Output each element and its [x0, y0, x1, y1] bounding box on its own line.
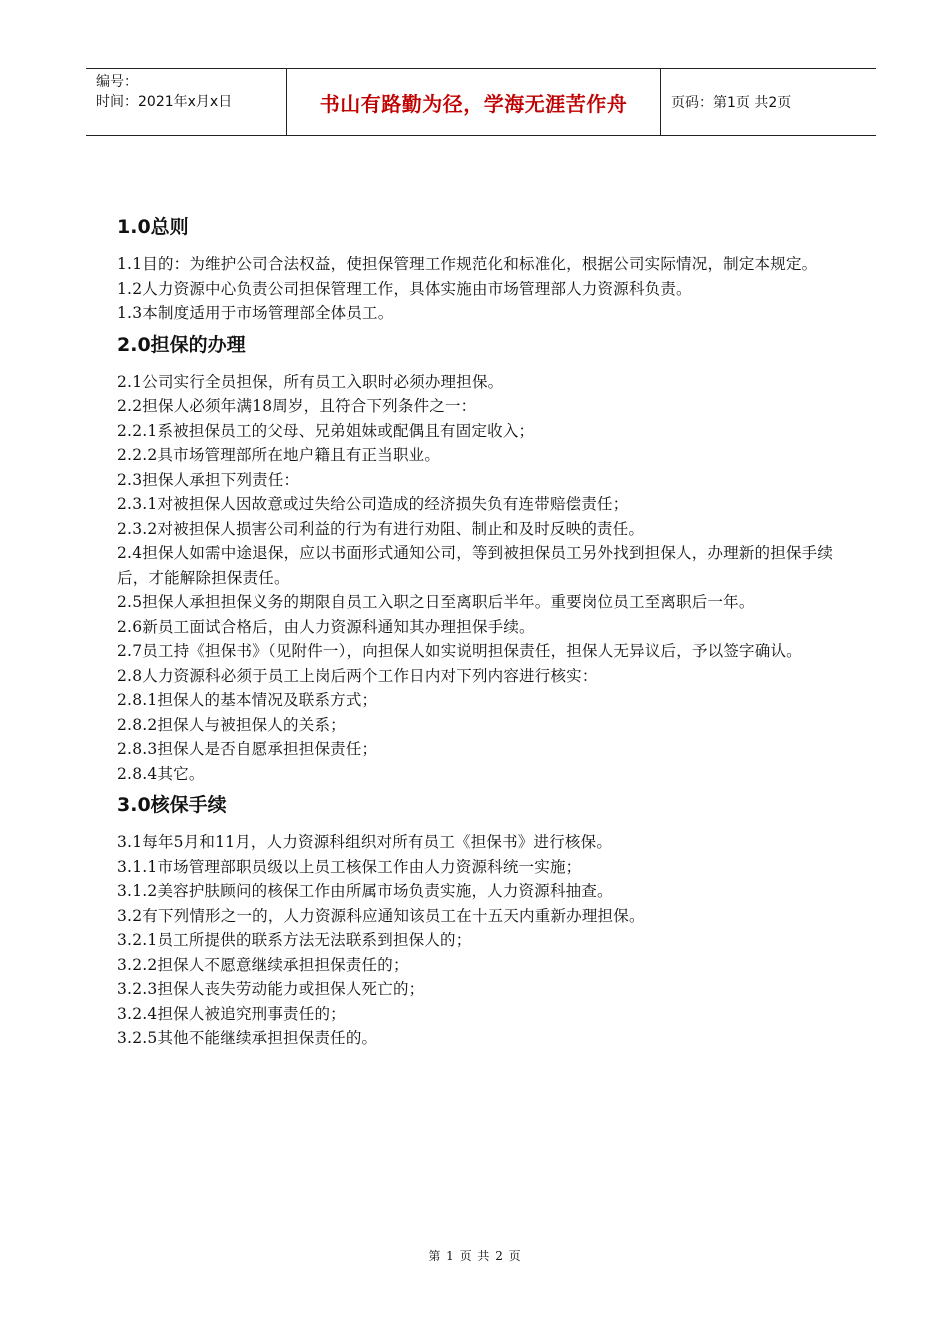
- document-time-label: 时间：2021年x月x日: [96, 94, 233, 110]
- paragraph: 3.1.1市场管理部职员级以上员工核保工作由人力资源科统一实施；: [117, 857, 582, 876]
- paragraph: 2.8人力资源科必须于员工上岗后两个工作日内对下列内容进行核实：: [117, 666, 598, 685]
- section-guarantee-handling: [117, 332, 842, 787]
- paragraph: 2.2担保人必须年满18周岁，且符合下列条件之一：: [117, 397, 477, 415]
- section-title: 2.0担保的办理: [117, 333, 246, 356]
- header-meta-cell: [86, 69, 287, 135]
- document-number-label: 编号：: [96, 74, 138, 90]
- paragraph: 2.2.1系被担保员工的父母、兄弟姐妹或配偶且有固定收入；: [117, 421, 535, 440]
- header-motto: 书山有路勤为径，学海无涯苦作舟: [287, 69, 661, 135]
- paragraph: 3.2.2担保人不愿意继续承担担保责任的；: [117, 955, 409, 974]
- paragraph: 3.2.3担保人丧失劳动能力或担保人死亡的；: [117, 980, 425, 998]
- section-general: [117, 214, 842, 326]
- paragraph: 2.5担保人承担担保义务的期限自员工入职之日至离职后半年。重要岗位员工至离职后一年。: [117, 593, 755, 611]
- paragraph: 2.6新员工面试合格后，由人力资源科通知其办理担保手续。: [117, 617, 535, 636]
- paragraph: 2.1公司实行全员担保，所有员工入职时必须办理担保。: [117, 372, 504, 391]
- paragraph: 2.8.1担保人的基本情况及联系方式；: [117, 691, 378, 709]
- paragraph: 3.1每年5月和11月，人力资源科组织对所有员工《担保书》进行核保。: [117, 833, 613, 851]
- header-page-info: 页码：第1页 共2页: [671, 95, 792, 111]
- paragraph: 3.2.1员工所提供的联系方法无法联系到担保人的；: [117, 931, 472, 949]
- paragraph: 2.8.2担保人与被担保人的关系；: [117, 715, 346, 734]
- paragraph: 3.2.4担保人被追究刑事责任的；: [117, 1004, 346, 1023]
- paragraph: 2.2.2具市场管理部所在地户籍且有正当职业。: [117, 446, 441, 464]
- paragraph: 2.3.1对被担保人因故意或过失给公司造成的经济损失负有连带赔偿责任；: [117, 495, 629, 513]
- paragraph: 3.1.2美容护肤顾问的核保工作由所属市场负责实施，人力资源科抽查。: [117, 882, 613, 900]
- paragraph: 2.7员工持《担保书》（见附件一），向担保人如实说明担保责任，担保人无异议后，予以签字确认。: [117, 642, 802, 660]
- section-title: 3.0核保手续: [117, 794, 227, 816]
- paragraph: 2.4担保人如需中途退保，应以书面形式通知公司，等到被担保员工另外找到担保人，办理新的担保手续后，才能解除担保责任。: [117, 544, 834, 587]
- paragraph: 2.8.3担保人是否自愿承担担保责任；: [117, 740, 378, 758]
- paragraph: 2.8.4其它。: [117, 764, 205, 783]
- section-guarantee-verification: [117, 792, 842, 1051]
- paragraph: 1.1目的：为维护公司合法权益，使担保管理工作规范化和标准化，根据公司实际情况，制定本规定。: [117, 255, 818, 273]
- paragraph: 2.3担保人承担下列责任：: [117, 470, 300, 489]
- paragraph: 1.2人力资源中心负责公司担保管理工作，具体实施由市场管理部人力资源科负责。: [117, 279, 692, 298]
- paragraph: 3.2有下列情形之一的，人力资源科应通知该员工在十五天内重新办理担保。: [117, 906, 645, 925]
- paragraph: 1.3本制度适用于市场管理部全体员工。: [117, 304, 394, 322]
- document-body: [117, 214, 842, 1051]
- section-title: 1.0总则: [117, 216, 189, 238]
- paragraph: 3.2.5其他不能继续承担担保责任的。: [117, 1029, 378, 1047]
- paragraph: 2.3.2对被担保人损害公司利益的行为有进行劝阻、制止和及时反映的责任。: [117, 519, 645, 538]
- document-header: [86, 68, 876, 136]
- page-footer: 第 1 页 共 2 页: [428, 1249, 522, 1263]
